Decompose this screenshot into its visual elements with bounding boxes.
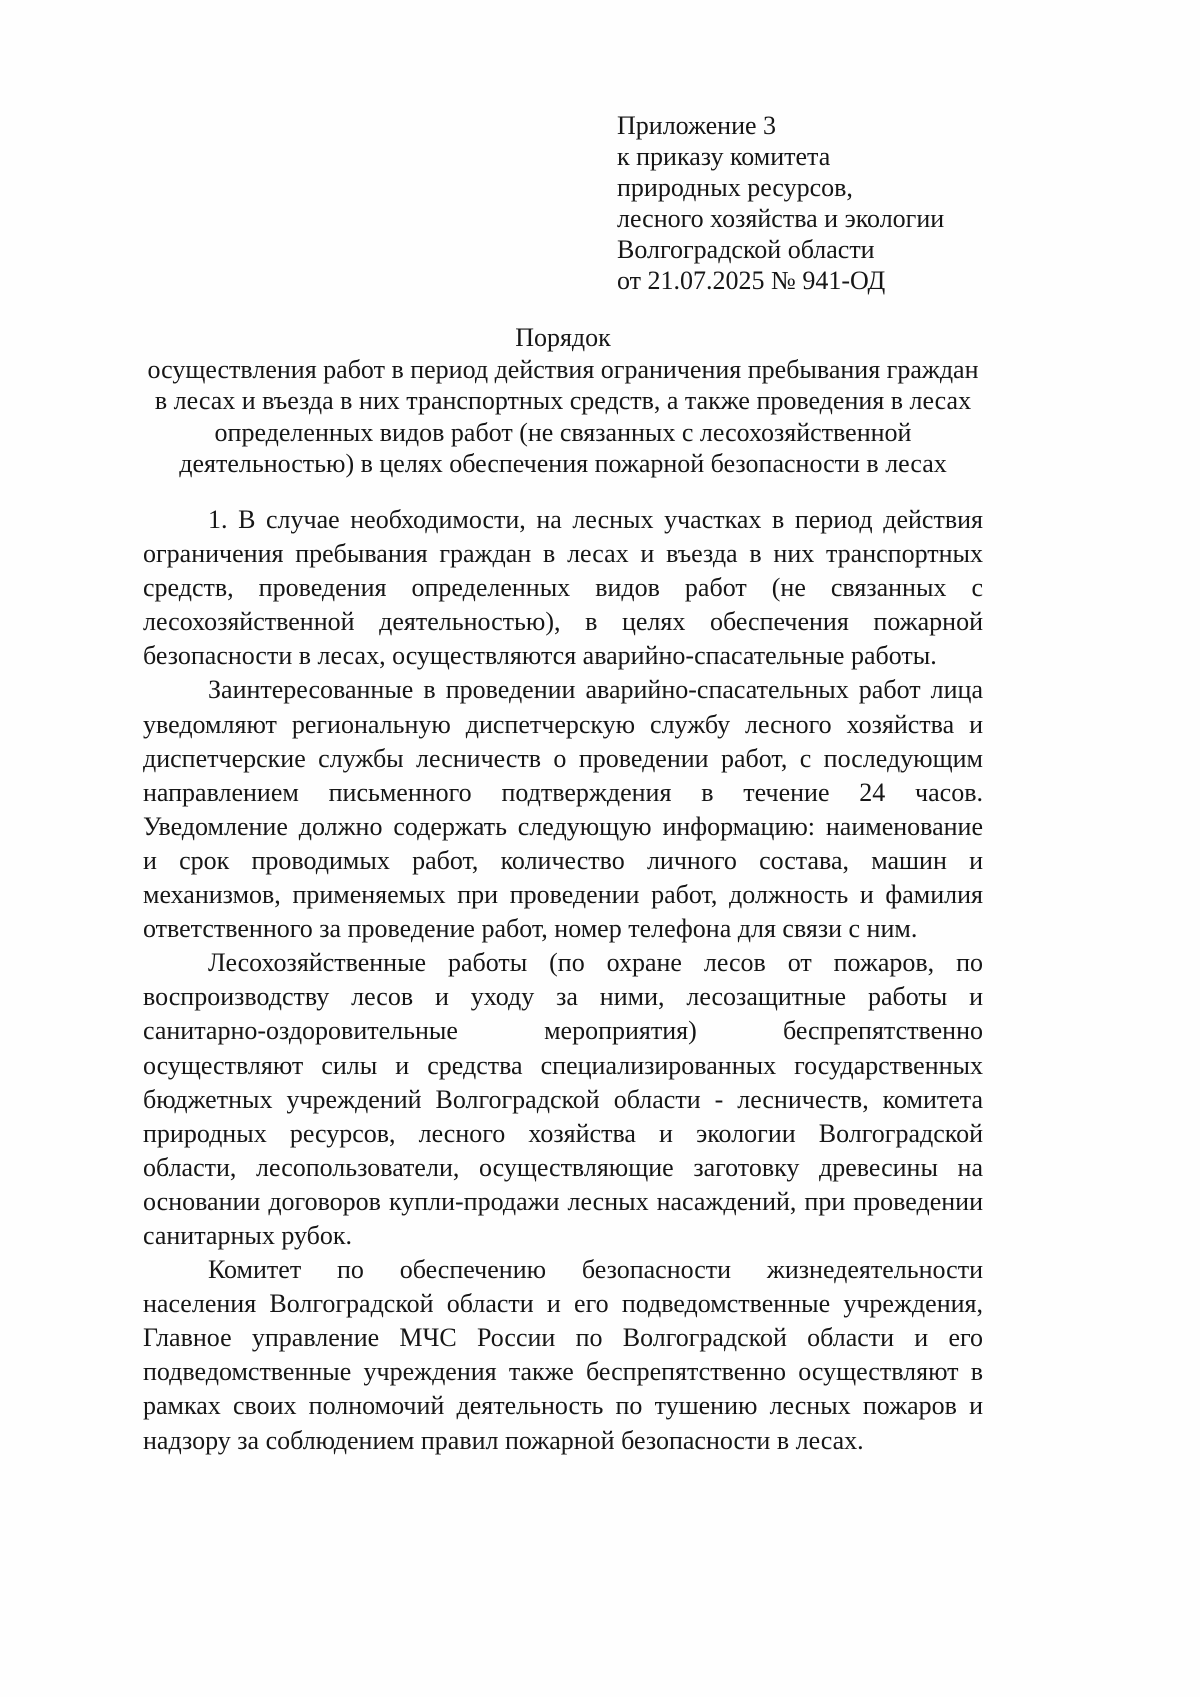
- paragraph-line: рамках своих полномочий деятельность по тушению лесных пожаров и: [143, 1391, 983, 1421]
- paragraph-line: Заинтересованные в проведении аварийно-спасательных работ лица: [208, 675, 983, 705]
- paragraph-line: населения Волгоградской области и его подведомственные учреждения,: [143, 1289, 983, 1319]
- paragraph-line: ответственного за проведение работ, номер телефона для связи с ним.: [143, 914, 918, 944]
- paragraph-line: Уведомление должно содержать следующую информацию: наименование: [143, 811, 983, 841]
- paragraph-line: направлением письменного подтверждения в течение 24 часов.: [143, 777, 983, 807]
- subtitle-line: в лесах и въезда в них транспортных средств, а также проведения в лесах: [154, 386, 972, 415]
- paragraph: [143, 673, 983, 946]
- paragraph-line: ограничения пребывания граждан в лесах и въезда в них транспортных: [143, 539, 983, 569]
- paragraph-line: 1. В случае необходимости, на лесных участках в период действия: [208, 505, 983, 534]
- paragraph-line: надзору за соблюдением правил пожарной безопасности в лесах.: [143, 1425, 864, 1455]
- subtitle-line: осуществления работ в период действия ограничения пребывания граждан: [147, 354, 979, 384]
- paragraph-line: механизмов, применяемых при проведении работ, должность и фамилия: [143, 880, 983, 910]
- document-body: [143, 503, 983, 1458]
- header-line: Приложение 3: [617, 111, 777, 140]
- paragraph-line: Комитет по обеспечению безопасности жизнедеятельности: [208, 1255, 983, 1285]
- header-line: от 21.07.2025 № 941-ОД: [617, 266, 886, 295]
- subtitle-line: деятельностью) в целях обеспечения пожарной безопасности в лесах: [179, 449, 947, 478]
- paragraph-line: санитарно-оздоровительные мероприятия) беспрепятственно: [143, 1016, 983, 1046]
- paragraph-line: санитарных рубок.: [143, 1220, 353, 1250]
- appendix-header: [617, 110, 1137, 296]
- document-title-block: [143, 322, 983, 480]
- header-line: к приказу комитета: [617, 142, 831, 171]
- header-line: Волгоградской области: [617, 235, 875, 264]
- paragraph-line: основании договоров купли-продажи лесных насаждений, при проведении: [143, 1186, 983, 1216]
- subtitle-line: определенных видов работ (не связанных с лесохозяйственной: [214, 417, 912, 447]
- paragraph-line: осуществляют силы и средства специализированных государственных: [143, 1050, 983, 1080]
- paragraph-line: безопасности в лесах, осуществляются аварийно-спасательные работы.: [143, 641, 937, 671]
- paragraph-line: уведомляют региональную диспетчерскую службу лесного хозяйства и: [143, 709, 983, 739]
- paragraph-line: средств, проведения определенных видов работ (не связанных с: [143, 573, 983, 603]
- paragraph-line: диспетчерские службы лесничеств о проведении работ, с последующим: [143, 743, 983, 773]
- paragraph-line: лесохозяйственной деятельностью), в целях обеспечения пожарной: [143, 607, 983, 637]
- paragraph: [143, 946, 983, 1253]
- paragraph-line: Главное управление МЧС России по Волгоградской области и его: [143, 1323, 983, 1353]
- document-title: Порядок: [515, 323, 611, 352]
- header-line: природных ресурсов,: [617, 173, 853, 202]
- paragraph-line: бюджетных учреждений Волгоградской области - лесничеств, комитета: [143, 1084, 983, 1114]
- paragraph-line: подведомственные учреждения также беспрепятственно осуществляют в: [143, 1357, 983, 1387]
- paragraph-line: Лесохозяйственные работы (по охране лесов от пожаров, по: [208, 948, 983, 978]
- paragraph-line: природных ресурсов, лесного хозяйства и экологии Волгоградской: [143, 1118, 983, 1148]
- paragraph-line: воспроизводству лесов и уходу за ними, лесозащитные работы и: [143, 982, 983, 1012]
- paragraph-line: области, лесопользователи, осуществляющие заготовку древесины на: [143, 1152, 983, 1182]
- paragraph-line: и срок проводимых работ, количество личного состава, машин и: [143, 845, 983, 875]
- paragraph: [143, 503, 983, 673]
- header-line: лесного хозяйства и экологии: [617, 204, 945, 233]
- paragraph: [143, 1253, 983, 1458]
